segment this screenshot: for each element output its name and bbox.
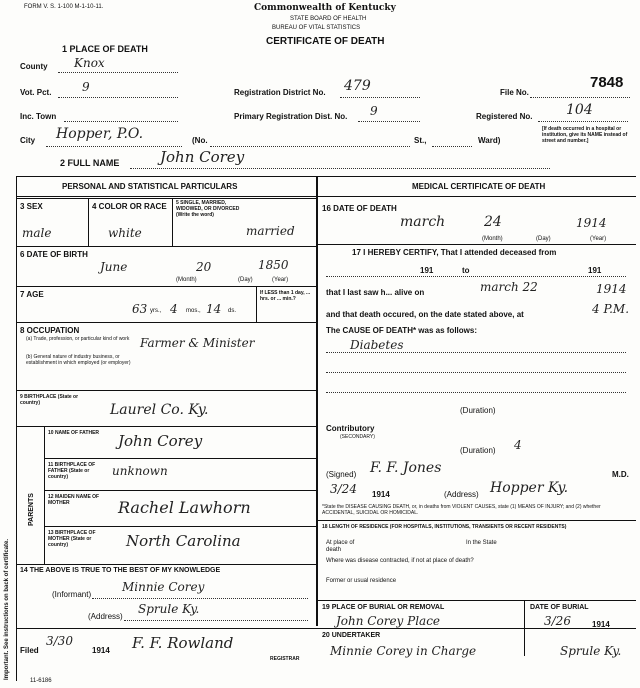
dob-label: 6 DATE OF BIRTH — [20, 250, 88, 259]
bottom-code: 11-6186 — [30, 678, 52, 684]
dob-year: 1850 — [258, 258, 289, 272]
medical-heading: MEDICAL CERTIFICATE OF DEATH — [412, 182, 546, 191]
age-label: 7 AGE — [20, 290, 44, 299]
at-place-label: At place of death — [326, 540, 355, 553]
ward-label: Ward) — [478, 136, 501, 145]
father-birthplace-label: 11 BIRTHPLACE OF FATHER (State or country) — [48, 462, 96, 480]
secondary-label: (SECONDARY) — [340, 434, 375, 440]
no-label: (No. — [192, 136, 208, 145]
father-birthplace-value: unknown — [112, 464, 168, 478]
registered-no-label: Registered No. — [476, 112, 533, 121]
marital-label: 5 SINGLE, MARRIED, WIDOWED, OR DIVORCED (Write the word) — [176, 200, 240, 218]
personal-heading: PERSONAL AND STATISTICAL PARTICULARS — [62, 182, 238, 191]
age-days: 14 — [206, 302, 222, 316]
filed-value: 3/30 — [46, 634, 73, 648]
dob-month: June — [100, 260, 128, 274]
city-label: City — [20, 136, 36, 145]
informant-heading: 14 THE ABOVE IS TRUE TO THE BEST OF MY KNOWLEDGE — [20, 567, 221, 574]
board-title: STATE BOARD OF HEALTH — [290, 16, 367, 22]
registration-district-value: 479 — [344, 78, 371, 94]
death-month-caption: (Month) — [482, 236, 503, 242]
to-text: to — [462, 266, 470, 275]
left-border — [16, 176, 17, 681]
hospital-note: [If death occurred in a hospital or institution, give its NAME instead of street and number.] — [542, 126, 628, 144]
file-no-value: 7848 — [590, 74, 624, 91]
color-value: white — [108, 226, 142, 240]
full-name-value: John Corey — [160, 148, 245, 166]
from-year: 191 — [420, 266, 434, 275]
residence-label: 18 LENGTH OF RESIDENCE (FOR HOSPITALS, INSTITUTIONS, TRANSIENTS OR RECENT RESIDENTS) — [322, 524, 567, 530]
top-border — [16, 176, 636, 177]
death-day-caption: (Day) — [536, 236, 551, 242]
contributory-duration-label: (Duration) — [460, 446, 496, 455]
last-saw-year: 1914 — [596, 282, 627, 296]
cause-value: Diabetes — [350, 338, 404, 352]
undertaker-value: Minnie Corey in Charge — [330, 644, 477, 658]
informant-label: (Informant) — [52, 590, 92, 599]
color-label: 4 COLOR OR RACE — [92, 202, 167, 211]
burial-label: 19 PLACE OF BURIAL OR REMOVAL — [322, 604, 445, 611]
informant-value: Minnie Corey — [122, 580, 205, 594]
day-caption: (Day) — [238, 277, 253, 283]
father-name-value: John Corey — [118, 432, 203, 450]
contributory-label: Contributory — [326, 424, 375, 433]
primary-registration-value: 9 — [370, 104, 378, 118]
month-caption: (Month) — [176, 277, 197, 283]
vot-pct-label: Vot. Pct. — [20, 88, 52, 97]
occupation-label: 8 OCCUPATION — [20, 326, 80, 335]
to-year: 191 — [588, 266, 602, 275]
doctor-address-label: (Address) — [444, 490, 479, 499]
occupation-b: (b) General nature of industry business, or establishment in which employed (or employer) — [26, 354, 131, 366]
county-value: Knox — [74, 56, 105, 70]
primary-registration-label: Primary Registration Dist. No. — [234, 112, 348, 121]
place-of-death-heading: 1 PLACE OF DEATH — [62, 44, 148, 54]
margin-note: Important. See instructions on back of certificate. — [4, 538, 10, 680]
certify-text: 17 I HEREBY CERTIFY, That I attended deceased from — [352, 248, 557, 257]
age-years: 63 — [132, 302, 148, 316]
year-caption: (Year) — [272, 277, 289, 283]
file-no-label: File No. — [500, 88, 529, 97]
registration-district-label: Registration District No. — [234, 88, 326, 97]
registrar-name: F. F. Rowland — [132, 634, 234, 652]
signed-year: 1914 — [372, 490, 390, 499]
death-time: 4 P.M. — [592, 302, 630, 316]
cause-footnote: *State the DISEASE CAUSING DEATH, or, in deaths from VIOLENT CAUSES, state (1) MEANS OF INJURY; and (2) whether ACCIDENTAL, SUICIDAL OR HOMICIDAL. — [322, 504, 601, 516]
last-saw-value: march 22 — [480, 280, 538, 294]
death-day: 24 — [484, 214, 502, 230]
md-label: M.D. — [612, 470, 629, 479]
registered-no-value: 104 — [566, 102, 593, 118]
last-saw-text: that I last saw h... alive on — [326, 288, 425, 297]
undertaker-address: Sprule Ky. — [560, 644, 622, 658]
informant-address-label: (Address) — [88, 612, 123, 621]
vot-pct-value: 9 — [82, 80, 90, 94]
signed-date: 3/24 — [330, 482, 357, 496]
county-label: County — [20, 62, 48, 71]
burial-date: 3/26 — [544, 614, 571, 628]
yrs-caption: yrs., — [150, 308, 162, 314]
city-value: Hopper, P.O. — [56, 126, 144, 142]
sex-label: 3 SEX — [20, 202, 43, 211]
death-year: 1914 — [576, 216, 607, 230]
mother-name-label: 12 MAIDEN NAME OF MOTHER — [48, 494, 100, 506]
contracted-label: Where was disease contracted, if not at place of death? — [326, 558, 474, 564]
sex-value: male — [22, 226, 52, 240]
duration-label: (Duration) — [460, 406, 496, 415]
birthplace-value: Laurel Co. Ky. — [110, 402, 209, 418]
mother-birthplace-value: North Carolina — [126, 532, 241, 550]
filed-label: Filed — [20, 646, 39, 655]
in-state-label: In the State — [466, 540, 497, 546]
occupation-value: Farmer & Minister — [140, 336, 255, 350]
burial-value: John Corey Place — [336, 614, 441, 628]
age-months: 4 — [170, 302, 178, 316]
contributory-duration: 4 — [514, 438, 522, 452]
marital-value: married — [246, 224, 295, 238]
ds-caption: ds. — [228, 308, 237, 314]
former-label: Former or usual residence — [326, 578, 397, 584]
signed-label: (Signed) — [326, 470, 357, 479]
burial-date-label: DATE OF BURIAL — [530, 604, 589, 611]
cause-label: The CAUSE OF DEATH* was as follows: — [326, 326, 477, 335]
death-month: march — [400, 214, 446, 230]
signed-value: F. F. Jones — [370, 460, 442, 476]
father-name-label: 10 NAME OF FATHER — [48, 430, 100, 436]
registrar-label: REGISTRAR — [270, 656, 300, 662]
parents-label: PARENTS — [28, 493, 35, 526]
doctor-address: Hopper Ky. — [490, 480, 569, 496]
filed-year: 1914 — [92, 646, 110, 655]
occupation-a: (a) Trade, profession, or particular kind of work — [26, 336, 130, 342]
dob-day: 20 — [196, 260, 212, 274]
burial-year: 1914 — [592, 620, 610, 629]
certificate-title: CERTIFICATE OF DEATH — [266, 36, 385, 47]
full-name-label: 2 FULL NAME — [60, 158, 120, 168]
informant-address: Sprule Ky. — [138, 602, 200, 616]
undertaker-label: 20 UNDERTAKER — [322, 632, 381, 639]
inc-town-label: Inc. Town — [20, 112, 57, 121]
death-occurred-text: and that death occured, on the date stated above, at — [326, 310, 524, 319]
commonwealth-title: Commonwealth of Kentucky — [254, 3, 396, 13]
mother-name-value: Rachel Lawhorn — [118, 498, 251, 517]
death-year-caption: (Year) — [590, 236, 607, 242]
mos-caption: mos., — [186, 308, 201, 314]
mother-birthplace-label: 13 BIRTHPLACE OF MOTHER (State or country) — [48, 530, 96, 548]
st-label: St., — [414, 136, 427, 145]
bureau-title: BUREAU OF VITAL STATISTICS — [272, 25, 361, 31]
form-number: FORM V. S. 1-100 M-1-10-11. — [24, 4, 104, 10]
date-of-death-label: 16 DATE OF DEATH — [322, 204, 397, 213]
less-than-label: If LESS than 1 day, ... hrs. or ... min.? — [260, 290, 311, 302]
birthplace-label: 9 BIRTHPLACE (State or country) — [20, 394, 79, 406]
